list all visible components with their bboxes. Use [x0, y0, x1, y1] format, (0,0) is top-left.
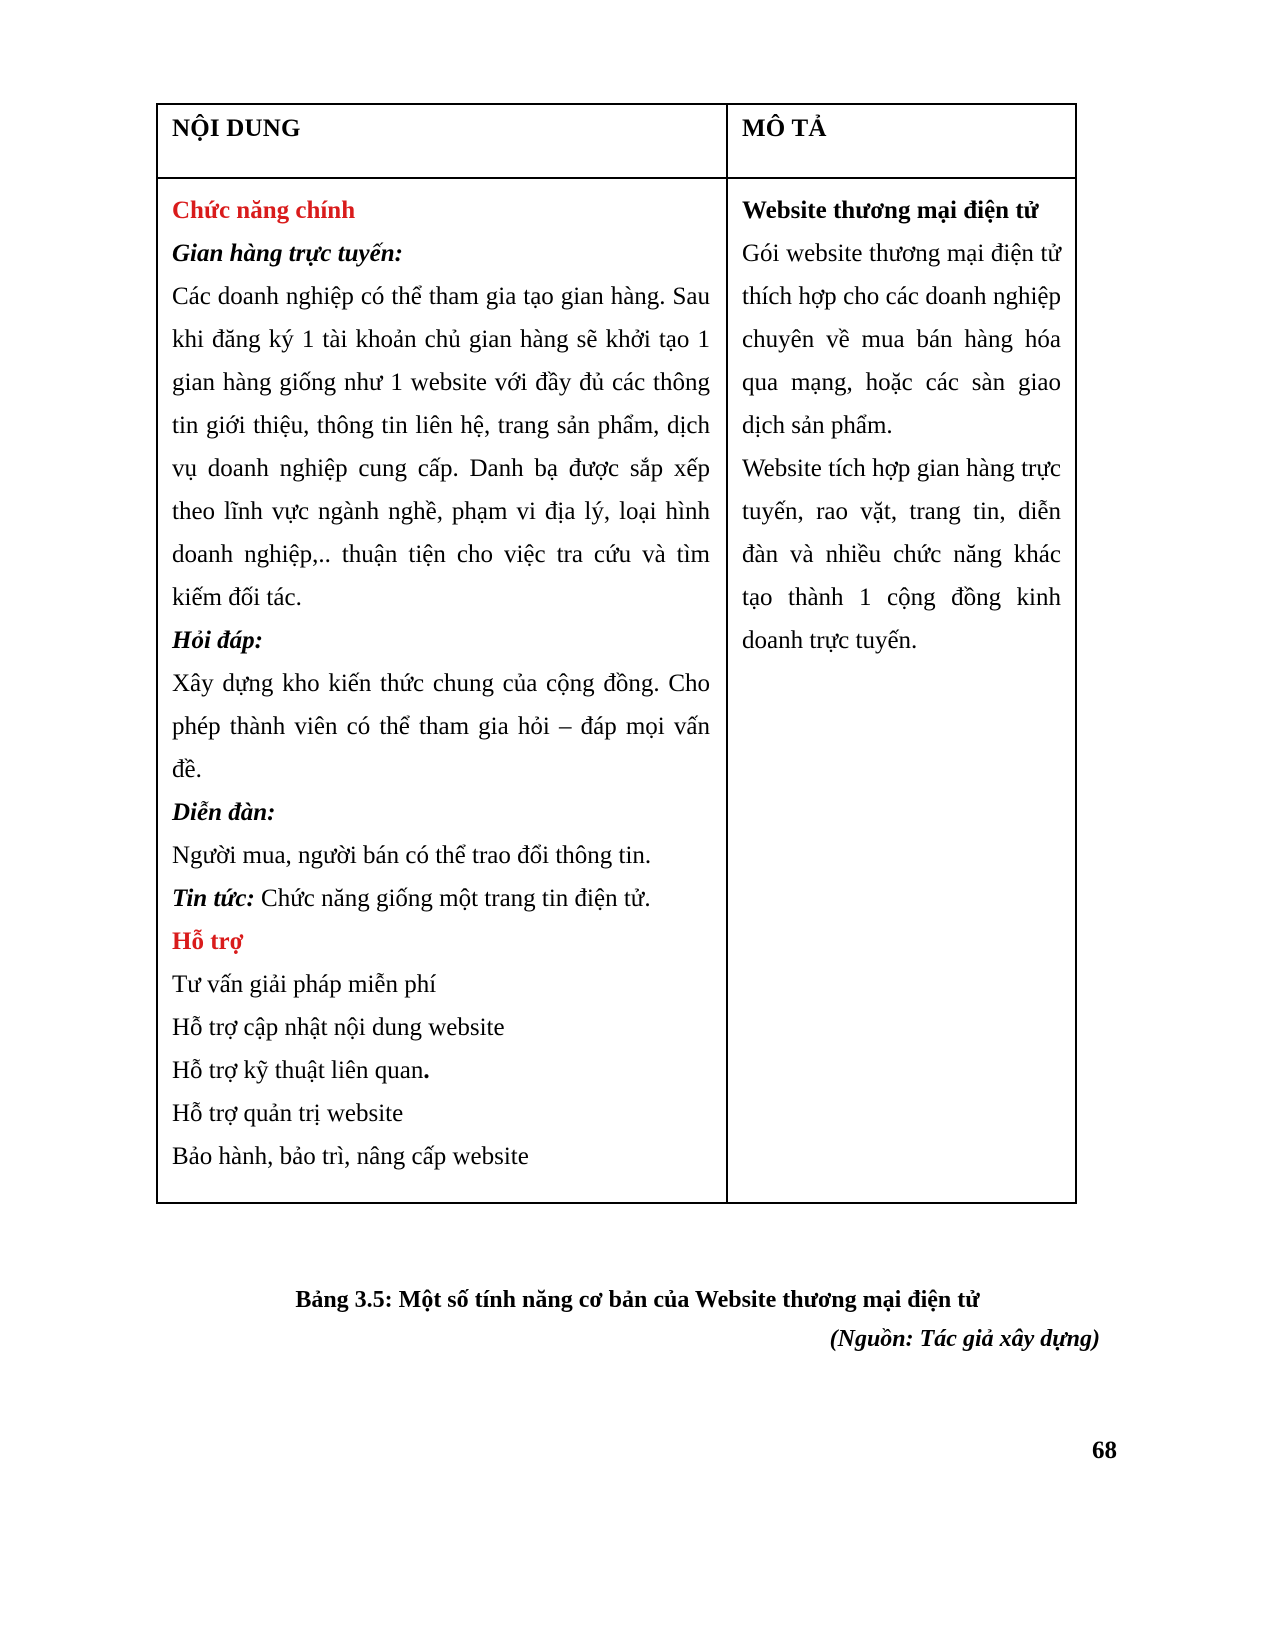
- description-cell: [727, 178, 1076, 1203]
- paragraph-description-1: Gói website thương mại điện tử thích hợp cho các doanh nghiệp chuyên về mua bán hàng hóa qua mạng, hoặc các sàn giao dịch sản phẩm.: [742, 240, 1061, 439]
- support-item-period: .: [423, 1057, 430, 1084]
- table-caption: Bảng 3.5: Một số tính năng cơ bản của Website thương mại điện tử: [295, 1287, 980, 1313]
- heading-qa: Hỏi đáp:: [172, 627, 263, 654]
- support-item: [172, 1049, 710, 1092]
- heading-main-features: Chức năng chính: [172, 197, 356, 224]
- heading-support: Hỗ trợ: [172, 928, 244, 955]
- column-header-content: NỘI DUNG: [172, 115, 301, 142]
- table-header-cell-mo-ta: [727, 104, 1076, 178]
- heading-news: Tin tức:: [172, 885, 255, 912]
- paragraph-description-2: Website tích hợp gian hàng trực tuyến, rao vặt, trang tin, diễn đàn và nhiều chức năng khác tạo thành 1 cộng đồng kinh doanh trực tuyến.: [742, 455, 1061, 654]
- table-body-row: [157, 178, 1076, 1203]
- support-item: Hỗ trợ quản trị website: [172, 1100, 404, 1127]
- page-number: 68: [1092, 1437, 1117, 1464]
- table-source: (Nguồn: Tác giả xây dựng): [829, 1326, 1100, 1352]
- paragraph-online-store: Các doanh nghiệp có thể tham gia tạo gian hàng. Sau khi đăng ký 1 tài khoản chủ gian hàng sẽ khởi tạo 1 gian hàng giống như 1 website với đầy đủ các thông tin giới thiệu, thông tin liên hệ, trang sản phẩm, dịch vụ doanh nghiệp cung cấp. Danh bạ được sắp xếp theo lĩnh vực ngành nghề, phạm vi địa lý, loại hình doanh nghiệp,.. thuận tiện cho việc tra cứu và tìm kiếm đối tác.: [172, 283, 710, 611]
- paragraph-news-text: Chức năng giống một trang tin điện tử.: [261, 885, 651, 912]
- support-item: Hỗ trợ cập nhật nội dung website: [172, 1014, 505, 1041]
- paragraph-news: [172, 877, 710, 920]
- paragraph-qa: Xây dựng kho kiến thức chung của cộng đồng. Cho phép thành viên có thể tham gia hỏi – đáp mọi vấn đề.: [172, 670, 710, 783]
- features-table: [156, 103, 1077, 1204]
- support-item: Tư vấn giải pháp miễn phí: [172, 971, 437, 998]
- table-header-cell-noi-dung: [157, 104, 727, 178]
- heading-online-store: Gian hàng trực tuyến:: [172, 240, 403, 267]
- heading-forum: Diễn đàn:: [172, 799, 276, 826]
- support-item-text: Hỗ trợ kỹ thuật liên quan: [172, 1057, 424, 1084]
- table-header-row: [157, 104, 1076, 178]
- column-header-description: MÔ TẢ: [742, 115, 827, 142]
- heading-ecommerce-website: Website thương mại điện tử: [742, 197, 1039, 224]
- paragraph-forum: Người mua, người bán có thể trao đổi thông tin.: [172, 842, 652, 869]
- support-item: Bảo hành, bảo trì, nâng cấp website: [172, 1143, 529, 1170]
- content-cell: [157, 178, 727, 1203]
